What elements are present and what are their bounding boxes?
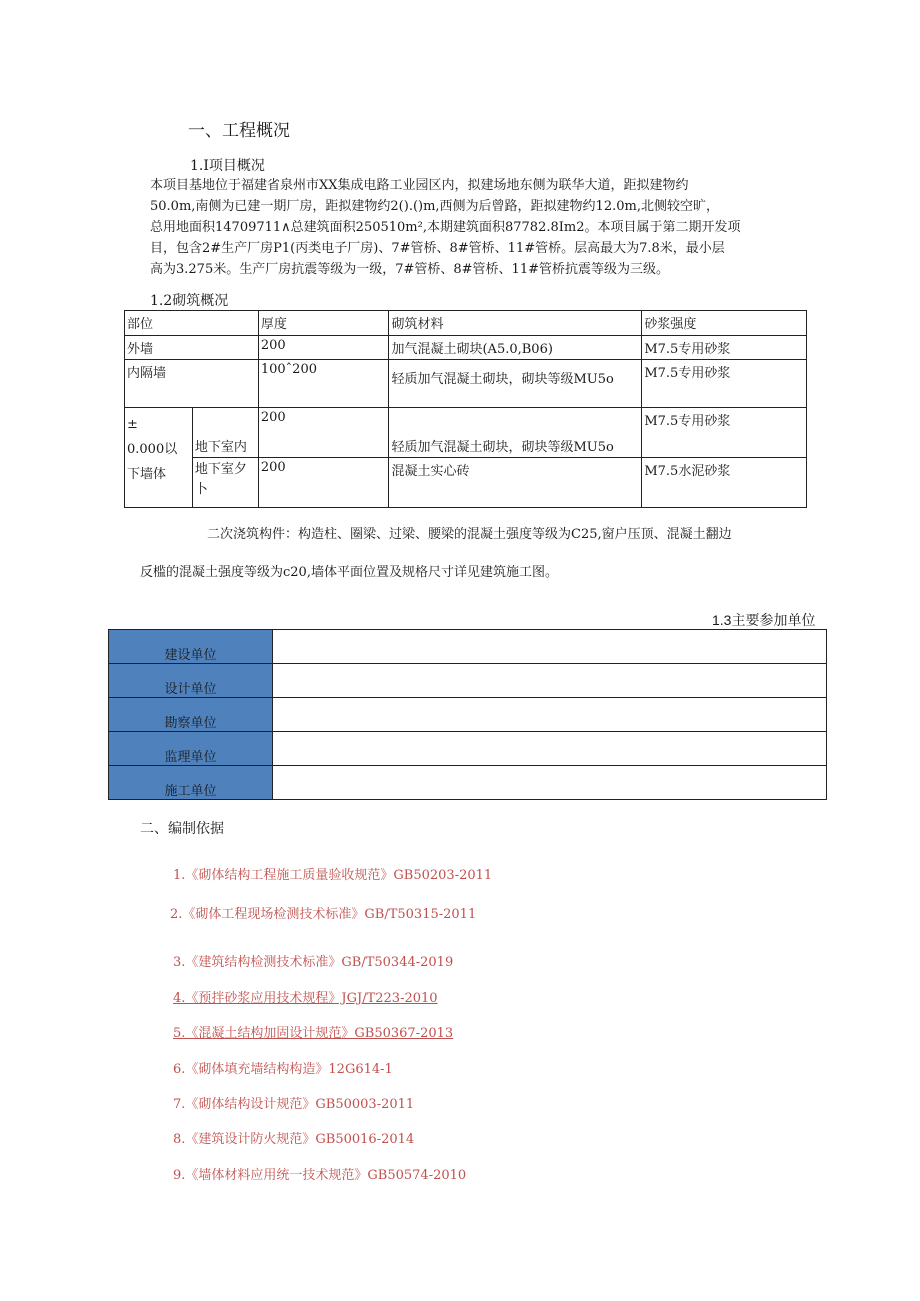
reference-item: 7.《砌体结构设计规范》GB50003-2011 bbox=[173, 1097, 415, 1112]
header-material: 砌筑材料 bbox=[389, 311, 642, 336]
cell-material: 混凝土实心砖 bbox=[389, 458, 642, 508]
cell-part: 内隔墙 bbox=[125, 360, 259, 408]
table-row bbox=[109, 630, 827, 664]
unit-value[interactable] bbox=[273, 766, 827, 800]
unit-value[interactable] bbox=[273, 630, 827, 664]
table-row bbox=[125, 336, 807, 360]
paragraph-line: 总用地面积14709711∧总建筑面积250510m²,本期建筑面积87782.8Im2。本项目属于第二期开发项 bbox=[150, 220, 741, 235]
reference-item: 2.《砌体工程现场检测技术标准》GB/T50315-2011 bbox=[170, 907, 477, 922]
paragraph-line: 本项目基地位于福建省泉州市XX集成电路工业园区内，拟建场地东侧为联华大道，距拟建物约 bbox=[150, 178, 689, 193]
unit-label: 施工单位 bbox=[109, 766, 273, 800]
participants-title bbox=[712, 610, 815, 630]
reference-item: 8.《建筑设计防火规范》GB50016-2014 bbox=[173, 1132, 415, 1147]
header-thickness: 厚度 bbox=[258, 311, 389, 336]
unit-value[interactable] bbox=[273, 664, 827, 698]
paragraph-line: 50.0m,南侧为已建一期厂房，距拟建物约2().()m,西侧为后曾路，距拟建物约12.0m,北侧较空旷， bbox=[150, 199, 719, 214]
section2-title: 二、编制依据 bbox=[140, 821, 224, 837]
cell-mortar: M7.5专用砂浆 bbox=[642, 336, 807, 360]
unit-label: 勘察单位 bbox=[109, 698, 273, 732]
cell-thickness: 200 bbox=[258, 458, 389, 508]
table-row bbox=[125, 458, 807, 508]
reference-item: 4.《预拌砂浆应用技术规程》JGJ/T223-2010 bbox=[173, 991, 438, 1006]
section1-title: 一、工程概况 bbox=[188, 121, 290, 141]
cell-thickness: 100ˆ200 bbox=[258, 360, 389, 408]
table-row bbox=[109, 732, 827, 766]
table-row bbox=[109, 766, 827, 800]
participants-table bbox=[108, 629, 827, 800]
cell-material: 加气混凝土砌块(A5.0,B06) bbox=[389, 336, 642, 360]
cell-mortar: M7.5水泥砂浆 bbox=[642, 458, 807, 508]
cell-sub-part bbox=[192, 458, 258, 508]
sub-part-line: 地下室夕 bbox=[194, 462, 247, 477]
header-mortar: 砂浆强度 bbox=[642, 311, 807, 336]
secondary-pour-line: 二次浇筑构件：构造柱、圈梁、过梁、腰梁的混凝土强度等级为C25,窗户压顶、混凝土翻边 bbox=[207, 527, 732, 542]
reference-item: 9.《墙体材料应用统一技术规范》GB50574-2010 bbox=[173, 1168, 467, 1183]
table-row bbox=[109, 698, 827, 732]
masonry-overview-title: 1.2砌筑概况 bbox=[150, 293, 229, 309]
masonry-table bbox=[124, 310, 807, 508]
table-row bbox=[125, 360, 807, 408]
unit-label: 设计单位 bbox=[109, 664, 273, 698]
header-part: 部位 bbox=[125, 311, 259, 336]
group-line: ± bbox=[127, 417, 138, 432]
secondary-pour-line: 反槛的混凝土强度等级为c20,墙体平面位置及规格尺寸详见建筑施工图。 bbox=[140, 565, 558, 580]
unit-label: 监理单位 bbox=[109, 732, 273, 766]
unit-label: 建设单位 bbox=[109, 630, 273, 664]
cell-group-underground bbox=[125, 408, 193, 508]
project-overview-title: 1.Ⅰ项目概况 bbox=[190, 158, 265, 174]
table-row bbox=[125, 408, 807, 458]
sub-part-line: 卜 bbox=[194, 482, 208, 497]
cell-mortar: M7.5专用砂浆 bbox=[642, 360, 807, 408]
reference-item: 1.《砌体结构工程施工质量验收规范》GB50203-2011 bbox=[173, 868, 493, 883]
cell-mortar: M7.5专用砂浆 bbox=[642, 408, 807, 458]
paragraph-line: 高为3.275米。生产厂房抗震等级为一级，7#管桥、8#管桥、11#管桥抗震等级为三级。 bbox=[150, 262, 669, 277]
group-line: 0.000以 bbox=[127, 442, 178, 457]
table-row bbox=[109, 664, 827, 698]
cell-sub-part: 地下室内 bbox=[192, 408, 258, 458]
cell-thickness: 200 bbox=[258, 336, 389, 360]
cell-material: 轻质加气混凝土砌块，砌块等级MU5o bbox=[389, 360, 642, 408]
table-header-row bbox=[125, 311, 807, 336]
reference-item: 3.《建筑结构检测技术标准》GB/T50344-2019 bbox=[173, 955, 454, 970]
reference-item: 5.《混凝土结构加固设计规范》GB50367-2013 bbox=[173, 1026, 454, 1041]
unit-value[interactable] bbox=[273, 698, 827, 732]
unit-value[interactable] bbox=[273, 732, 827, 766]
reference-item: 6.《砌体填充墙结构构造》12G614-1 bbox=[173, 1062, 393, 1077]
cell-part: 外墙 bbox=[125, 336, 259, 360]
cell-thickness: 200 bbox=[258, 408, 389, 458]
group-line: 下墙体 bbox=[127, 467, 167, 482]
cell-material: 轻质加气混凝土砌块，砌块等级MU5o bbox=[389, 408, 642, 458]
participants-title-num: 1.3 bbox=[712, 612, 732, 628]
paragraph-line: 目，包含2#生产厂房P1(丙类电子厂房)、7#管桥、8#管桥、11#管桥。层高最大为7.8米，最小层 bbox=[150, 241, 725, 256]
participants-title-text: 主要参加单位 bbox=[731, 613, 816, 629]
